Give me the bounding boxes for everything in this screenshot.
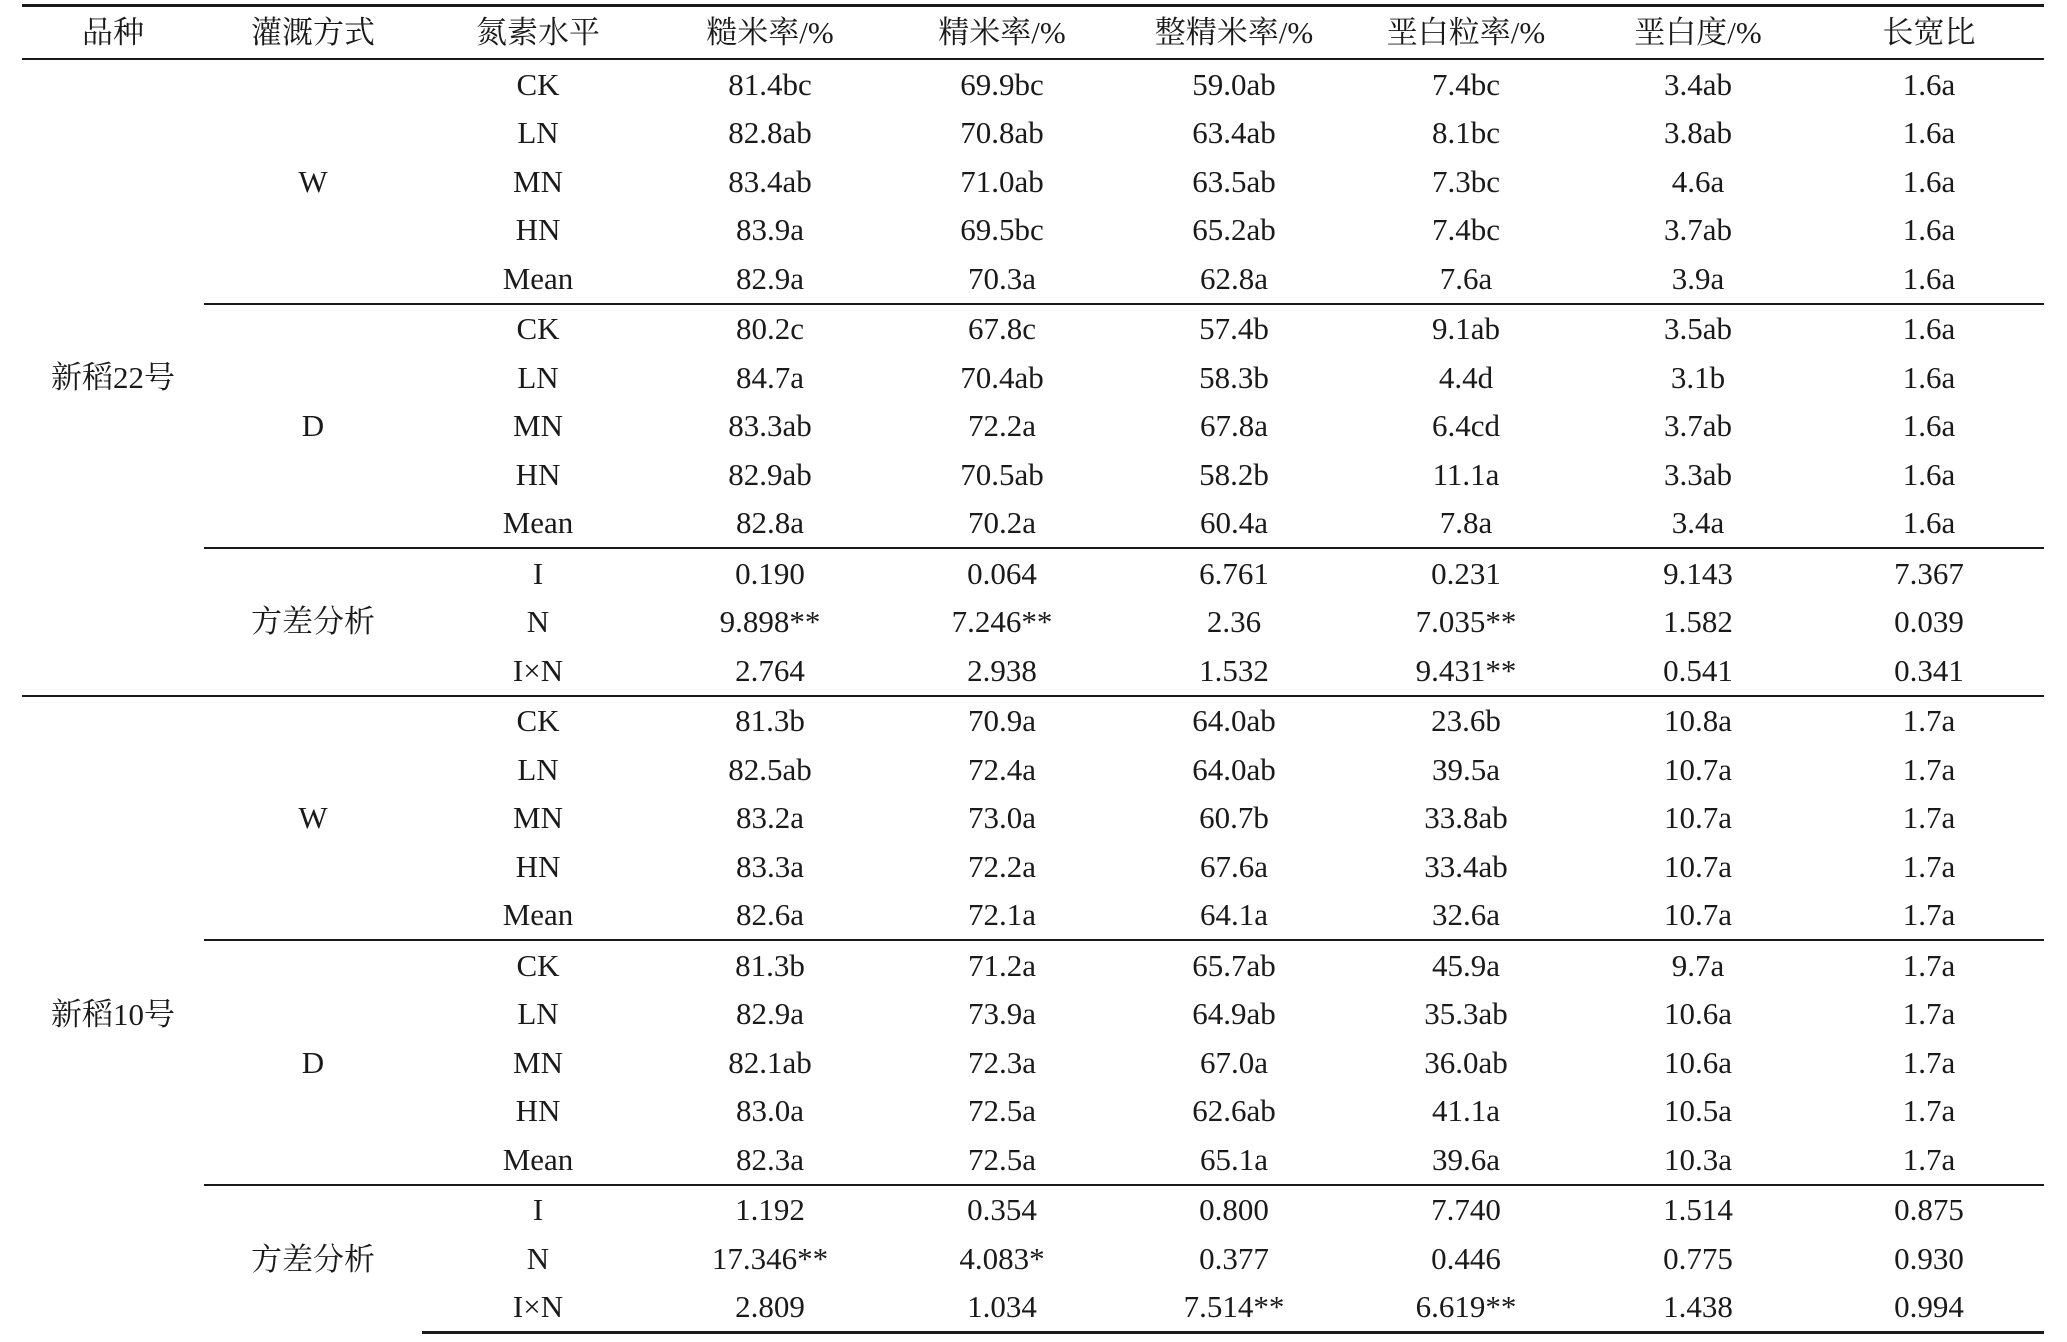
irrigation-cell: 方差分析 <box>204 548 422 696</box>
value-cell: 7.4bc <box>1431 66 1500 102</box>
table-header <box>22 6 2044 60</box>
value-cell: 10.7a <box>1663 800 1732 836</box>
nitrogen-level-cell: HN <box>515 456 561 492</box>
value-cell: 9.1ab <box>1350 304 1582 354</box>
value-cell: 70.9a <box>886 696 1118 746</box>
value-cell: 70.3a <box>967 260 1036 296</box>
value-cell: 64.9ab <box>1192 996 1276 1032</box>
value-cell: 35.3ab <box>1424 996 1508 1032</box>
nitrogen-level-cell: MN <box>513 1044 563 1080</box>
table-row <box>22 940 2044 990</box>
value-cell: 65.1a <box>1199 1141 1268 1177</box>
variety-block <box>22 696 2044 1333</box>
value-cell: 73.0a <box>967 800 1036 836</box>
value-cell: 3.4a <box>1671 505 1725 541</box>
value-cell: 10.8a <box>1582 696 1814 746</box>
nitrogen-level-cell: I×N <box>512 652 564 688</box>
value-cell: 32.6a <box>1431 897 1500 933</box>
value-cell: 72.5a <box>967 1141 1036 1177</box>
value-cell: 81.4bc <box>728 66 812 102</box>
nitrogen-level-cell: LN <box>517 996 559 1032</box>
value-cell: 7.367 <box>1814 548 2044 598</box>
value-cell: 0.930 <box>1894 1240 1964 1276</box>
value-cell: 62.6ab <box>1192 1093 1276 1129</box>
table-row <box>22 59 2044 109</box>
header-cell-head-rice-rate: 整精米率/% <box>1154 15 1314 50</box>
value-cell: 1.7a <box>1902 751 1956 787</box>
nitrogen-level-cell: MN <box>513 800 563 836</box>
value-cell: 3.5ab <box>1582 304 1814 354</box>
value-cell: 64.1a <box>1199 897 1268 933</box>
header-cell-nitrogen: 氮素水平 <box>476 15 600 50</box>
value-cell: 6.761 <box>1118 548 1350 598</box>
value-cell: 82.3a <box>735 1141 804 1177</box>
rice-quality-table-container <box>22 4 2044 1334</box>
value-cell: 72.2a <box>967 408 1036 444</box>
value-cell: 23.6b <box>1350 696 1582 746</box>
nitrogen-level-cell: I <box>422 1185 654 1235</box>
value-cell: 62.8a <box>1199 260 1268 296</box>
value-cell: 1.514 <box>1582 1185 1814 1235</box>
table-row <box>22 696 2044 746</box>
value-cell: 58.3b <box>1199 359 1269 395</box>
value-cell: 0.064 <box>886 548 1118 598</box>
value-cell: 83.3ab <box>728 408 812 444</box>
value-cell: 72.3a <box>967 1044 1036 1080</box>
value-cell: 9.898** <box>719 604 821 640</box>
value-cell: 69.9bc <box>960 66 1044 102</box>
value-cell: 70.8ab <box>960 115 1044 151</box>
value-cell: 39.5a <box>1431 751 1500 787</box>
value-cell: 7.3bc <box>1431 163 1500 199</box>
value-cell: 0.446 <box>1431 1240 1501 1276</box>
value-cell: 33.4ab <box>1424 848 1508 884</box>
value-cell: 1.6a <box>1902 260 1956 296</box>
value-cell: 1.6a <box>1902 505 1956 541</box>
value-cell: 1.7a <box>1814 696 2044 746</box>
value-cell: 1.532 <box>1199 652 1269 688</box>
value-cell: 7.8a <box>1439 505 1493 541</box>
nitrogen-level-cell: I <box>422 548 654 598</box>
value-cell: 1.582 <box>1663 604 1733 640</box>
value-cell: 72.5a <box>967 1093 1036 1129</box>
value-cell: 1.6a <box>1902 66 1956 102</box>
value-cell: 2.938 <box>967 652 1037 688</box>
value-cell: 83.9a <box>735 212 804 248</box>
value-cell: 63.5ab <box>1192 163 1276 199</box>
value-cell: 60.4a <box>1199 505 1268 541</box>
value-cell: 33.8ab <box>1424 800 1508 836</box>
nitrogen-level-cell: HN <box>515 212 561 248</box>
value-cell: 81.3b <box>654 696 886 746</box>
value-cell: 2.809 <box>654 1283 886 1333</box>
table-row <box>22 548 2044 598</box>
value-cell: 1.034 <box>886 1283 1118 1333</box>
value-cell: 1.438 <box>1582 1283 1814 1333</box>
value-cell: 83.0a <box>735 1093 804 1129</box>
value-cell: 82.5ab <box>728 751 812 787</box>
value-cell: 1.6a <box>1902 359 1956 395</box>
value-cell: 82.8ab <box>728 115 812 151</box>
value-cell: 0.231 <box>1350 548 1582 598</box>
value-cell: 82.1ab <box>728 1044 812 1080</box>
value-cell: 84.7a <box>735 359 804 395</box>
value-cell: 0.875 <box>1814 1185 2044 1235</box>
value-cell: 82.8a <box>735 505 804 541</box>
value-cell: 1.192 <box>654 1185 886 1235</box>
value-cell: 4.4d <box>1438 359 1494 395</box>
value-cell: 65.2ab <box>1192 212 1276 248</box>
value-cell: 70.2a <box>967 505 1036 541</box>
value-cell: 67.8c <box>886 304 1118 354</box>
value-cell: 17.346** <box>711 1240 829 1276</box>
value-cell: 1.6a <box>1902 212 1956 248</box>
value-cell: 1.7a <box>1902 1141 1956 1177</box>
value-cell: 1.6a <box>1902 456 1956 492</box>
value-cell: 0.800 <box>1118 1185 1350 1235</box>
value-cell: 82.9ab <box>728 456 812 492</box>
nitrogen-level-cell: MN <box>513 163 563 199</box>
value-cell: 71.2a <box>886 940 1118 990</box>
value-cell: 0.775 <box>1663 1240 1733 1276</box>
value-cell: 0.190 <box>654 548 886 598</box>
value-cell: 0.354 <box>886 1185 1118 1235</box>
value-cell: 0.994 <box>1814 1283 2044 1333</box>
value-cell: 0.341 <box>1894 652 1964 688</box>
value-cell: 4.083* <box>959 1240 1045 1276</box>
value-cell: 82.9a <box>735 260 804 296</box>
value-cell: 4.6a <box>1671 163 1725 199</box>
value-cell: 1.7a <box>1902 800 1956 836</box>
value-cell: 67.6a <box>1199 848 1268 884</box>
nitrogen-level-cell: N <box>526 1240 550 1276</box>
value-cell: 10.5a <box>1663 1093 1732 1129</box>
header-cell-variety: 品种 <box>82 15 144 50</box>
nitrogen-level-cell: LN <box>517 115 559 151</box>
value-cell: 9.143 <box>1582 548 1814 598</box>
value-cell: 67.8a <box>1199 408 1268 444</box>
value-cell: 82.9a <box>735 996 804 1032</box>
value-cell: 8.1bc <box>1431 115 1500 151</box>
header-row <box>22 6 2044 60</box>
nitrogen-level-cell: MN <box>513 408 563 444</box>
value-cell: 67.0a <box>1199 1044 1268 1080</box>
value-cell: 10.6a <box>1663 1044 1732 1080</box>
value-cell: 3.8ab <box>1663 115 1732 151</box>
value-cell: 64.0ab <box>1192 751 1276 787</box>
value-cell: 6.4cd <box>1431 408 1500 444</box>
header-cell-milled-rice-rate: 精米率/% <box>938 15 1066 50</box>
value-cell: 1.6a <box>1814 304 2044 354</box>
value-cell: 7.035** <box>1415 604 1517 640</box>
value-cell: 6.619** <box>1350 1283 1582 1333</box>
variety-name-cell: 新稻10号 <box>22 696 204 1333</box>
value-cell: 1.7a <box>1902 848 1956 884</box>
value-cell: 83.4ab <box>728 163 812 199</box>
value-cell: 71.0ab <box>960 163 1044 199</box>
value-cell: 3.7ab <box>1663 212 1732 248</box>
value-cell: 3.1b <box>1670 359 1726 395</box>
value-cell: 11.1a <box>1432 456 1500 492</box>
value-cell: 39.6a <box>1431 1141 1500 1177</box>
value-cell: 1.7a <box>1902 1044 1956 1080</box>
value-cell: 69.5bc <box>960 212 1044 248</box>
value-cell: 1.7a <box>1902 897 1956 933</box>
value-cell: 1.7a <box>1902 1093 1956 1129</box>
value-cell: 60.7b <box>1199 800 1269 836</box>
value-cell: 7.6a <box>1439 260 1493 296</box>
value-cell: 70.4ab <box>960 359 1044 395</box>
value-cell: 10.7a <box>1663 848 1732 884</box>
value-cell: 45.9a <box>1350 940 1582 990</box>
rice-quality-table <box>22 4 2044 1334</box>
nitrogen-level-cell: Mean <box>502 897 574 933</box>
nitrogen-level-cell: I×N <box>422 1283 654 1333</box>
nitrogen-level-cell: Mean <box>502 505 574 541</box>
value-cell: 3.4ab <box>1663 66 1732 102</box>
value-cell: 0.377 <box>1199 1240 1269 1276</box>
value-cell: 72.1a <box>967 897 1036 933</box>
value-cell: 70.5ab <box>960 456 1044 492</box>
value-cell: 0.039 <box>1894 604 1964 640</box>
value-cell: 9.431** <box>1415 652 1517 688</box>
nitrogen-level-cell: CK <box>422 696 654 746</box>
value-cell: 81.3b <box>654 940 886 990</box>
header-cell-chalkiness: 垩白度/% <box>1634 15 1762 50</box>
nitrogen-level-cell: LN <box>517 751 559 787</box>
nitrogen-level-cell: CK <box>422 304 654 354</box>
value-cell: 10.3a <box>1663 1141 1732 1177</box>
nitrogen-level-cell: Mean <box>502 1141 574 1177</box>
value-cell: 58.2b <box>1199 456 1269 492</box>
value-cell: 63.4ab <box>1192 115 1276 151</box>
irrigation-cell: D <box>204 940 422 1185</box>
irrigation-cell: W <box>204 696 422 941</box>
value-cell: 9.7a <box>1582 940 1814 990</box>
header-cell-length-width-ratio: 长宽比 <box>1882 15 1976 50</box>
value-cell: 83.2a <box>735 800 804 836</box>
value-cell: 64.0ab <box>1118 696 1350 746</box>
table-row <box>22 304 2044 354</box>
header-cell-irrigation: 灌溉方式 <box>251 15 375 50</box>
value-cell: 80.2c <box>654 304 886 354</box>
irrigation-cell: W <box>298 163 328 199</box>
value-cell: 2.764 <box>735 652 805 688</box>
value-cell: 83.3a <box>735 848 804 884</box>
header-cell-brown-rice-rate: 糙米率/% <box>706 15 834 50</box>
irrigation-cell: 方差分析 <box>204 1185 422 1333</box>
value-cell: 7.514** <box>1118 1283 1350 1333</box>
value-cell: 7.740 <box>1350 1185 1582 1235</box>
value-cell: 82.6a <box>735 897 804 933</box>
value-cell: 1.6a <box>1902 408 1956 444</box>
nitrogen-level-cell: CK <box>422 940 654 990</box>
header-cell-chalky-grain-rate: 垩白粒率/% <box>1386 15 1546 50</box>
variety-block <box>22 59 2044 696</box>
nitrogen-level-cell: N <box>526 604 550 640</box>
value-cell: 1.7a <box>1902 996 1956 1032</box>
value-cell: 3.3ab <box>1663 456 1732 492</box>
variety-name-cell: 新稻22号 <box>51 359 175 395</box>
value-cell: 73.9a <box>967 996 1036 1032</box>
value-cell: 41.1a <box>1431 1093 1500 1129</box>
nitrogen-level-cell: LN <box>517 359 559 395</box>
nitrogen-level-cell: HN <box>515 848 561 884</box>
value-cell: 65.7ab <box>1118 940 1350 990</box>
value-cell: 10.7a <box>1663 751 1732 787</box>
value-cell: 72.4a <box>967 751 1036 787</box>
table-row <box>22 1185 2044 1235</box>
nitrogen-level-cell: HN <box>515 1093 561 1129</box>
value-cell: 7.246** <box>951 604 1053 640</box>
value-cell: 72.2a <box>967 848 1036 884</box>
value-cell: 1.6a <box>1902 115 1956 151</box>
value-cell: 3.7ab <box>1663 408 1732 444</box>
value-cell: 0.541 <box>1663 652 1733 688</box>
irrigation-cell: D <box>204 304 422 549</box>
value-cell: 57.4b <box>1118 304 1350 354</box>
nitrogen-level-cell: Mean <box>502 260 574 296</box>
value-cell: 10.7a <box>1663 897 1732 933</box>
value-cell: 10.6a <box>1663 996 1732 1032</box>
value-cell: 36.0ab <box>1424 1044 1508 1080</box>
value-cell: 3.9a <box>1671 260 1725 296</box>
value-cell: 1.6a <box>1902 163 1956 199</box>
value-cell: 2.36 <box>1206 604 1262 640</box>
value-cell: 1.7a <box>1814 940 2044 990</box>
value-cell: 59.0ab <box>1192 66 1276 102</box>
value-cell: 7.4bc <box>1431 212 1500 248</box>
nitrogen-level-cell: CK <box>516 66 560 102</box>
